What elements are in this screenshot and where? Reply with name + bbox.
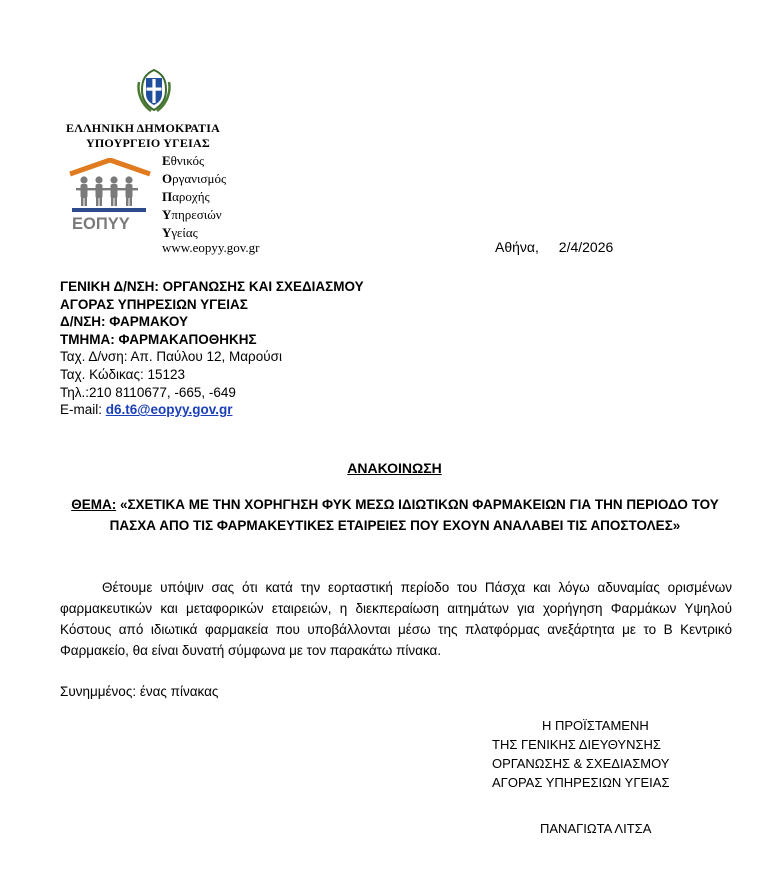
document-date [495, 239, 613, 255]
ministry-name: ΥΠΟΥΡΓΕΙΟ ΥΓΕΙΑΣ [86, 136, 210, 150]
address: Ταχ. Δ/νση: Απ. Παύλου 12, Μαρούσι [60, 349, 282, 365]
logo-text: ΕΟΠΥΥ [72, 215, 130, 232]
organization-name [162, 152, 226, 242]
subject [60, 494, 730, 536]
website-text: www.eopyy.gov.gr [162, 240, 260, 255]
org-line-5: Υγείας [162, 225, 198, 240]
attachments-note: Συνημμένος: ένας πίνακας [60, 684, 219, 699]
org-line-1: Εθνικός [162, 153, 205, 168]
date-city: Αθήνα, [495, 239, 539, 255]
org-line-4: Υπηρεσιών [162, 207, 222, 222]
signature-block [480, 716, 700, 792]
org-line-3: Παροχής [162, 189, 210, 204]
postal-code: Ταχ. Κώδικας: 15123 [60, 366, 185, 382]
department: ΤΜΗΜΑ: ΦΑΡΜΑΚΑΠΟΘΗΚΗΣ [60, 331, 257, 347]
email-link[interactable]: d6.t6@eopyy.gov.gr [105, 402, 233, 418]
org-line-2: Οργανισμός [162, 171, 227, 186]
general-directorate: ΓΕΝΙΚΗ Δ/ΝΣΗ: ΟΡΓΑΝΩΣΗΣ ΚΑΙ ΣΧΕΔΙΑΣΜΟΥ [60, 279, 364, 294]
general-directorate-cont: ΑΓΟΡΑΣ ΥΠΗΡΕΣΙΩΝ ΥΓΕΙΑΣ [60, 296, 248, 312]
sender-block [60, 278, 364, 419]
date-value: 2/4/2026 [558, 239, 614, 255]
phone: Τηλ.:210 8110677, -665, -649 [60, 384, 236, 400]
state-name: ΕΛΛΗΝΙΚΗ ΔΗΜΟΚΡΑΤΙΑ [66, 121, 220, 135]
directorate: Δ/ΝΣΗ: ΦΑΡΜΑΚΟΥ [60, 314, 189, 330]
subject-label: ΘΕΜΑ: [71, 497, 117, 512]
email-line: E-mail: d6.t6@eopyy.gov.gr [60, 402, 233, 418]
announcement-title: ΑΝΑΚΟΙΝΩΣΗ [347, 460, 442, 476]
signature-line-3: ΑΓΟΡΑΣ ΥΠΗΡΕΣΙΩΝ ΥΓΕΙΑΣ [492, 775, 670, 790]
signatory-name: ΠΑΝΑΓΙΩΤΑ ΛΙΤΣΑ [540, 821, 652, 836]
greek-emblem-icon [133, 68, 175, 114]
signature-line-2: ΟΡΓΑΝΩΣΗΣ & ΣΧΕΔΙΑΣΜΟΥ [492, 756, 670, 771]
signature-title: Η ΠΡΟΪΣΤΑΜΕΝΗ [542, 718, 649, 733]
signature-line-1: ΤΗΣ ΓΕΝΙΚΗΣ ΔΙΕΥΘΥΝΣΗΣ [492, 737, 661, 752]
subject-text: «ΣΧΕΤΙΚΑ ΜΕ ΤΗΝ ΧΟΡΗΓΗΣΗ ΦΥΚ ΜΕΣΩ ΙΔΙΩΤΙΚΩΝ ΦΑΡΜΑΚΕΙΩΝ ΓΙΑ ΤΗΝ ΠΕΡΙΟΔΟ ΤΟΥ ΠΑΣΧΑ ΑΠΟ ΤΙΣ ΦΑΡΜΑΚΕΥΤΙΚΕΣ ΕΤΑΙΡΕΙΕΣ ΠΟΥ ΕΧΟΥΝ ΑΝΑΛΑΒΕΙ ΤΙΣ ΑΠΟΣΤΟΛΕΣ» [109, 497, 719, 533]
eopyy-logo-icon [66, 158, 154, 232]
body-paragraph: Θέτουμε υπόψιν σας ότι κατά την εορταστική περίοδο του Πάσχα και λόγω αδυναμίας ορισμένων φαρμακευτικών και μεταφορικών εταιρειών, η διεκπεραίωση αιτημάτων για χορήγηση Φαρμάκων Υψηλού Κόστους από ιδιωτικά φαρμακεία που υποβάλλονται μέσω της πλατφόρμας ανεξάρτητα με το Β Κεντρικό Φαρμακείο, θα είναι δυνατή σύμφωνα με τον παρακάτω πίνακα. [60, 580, 732, 658]
